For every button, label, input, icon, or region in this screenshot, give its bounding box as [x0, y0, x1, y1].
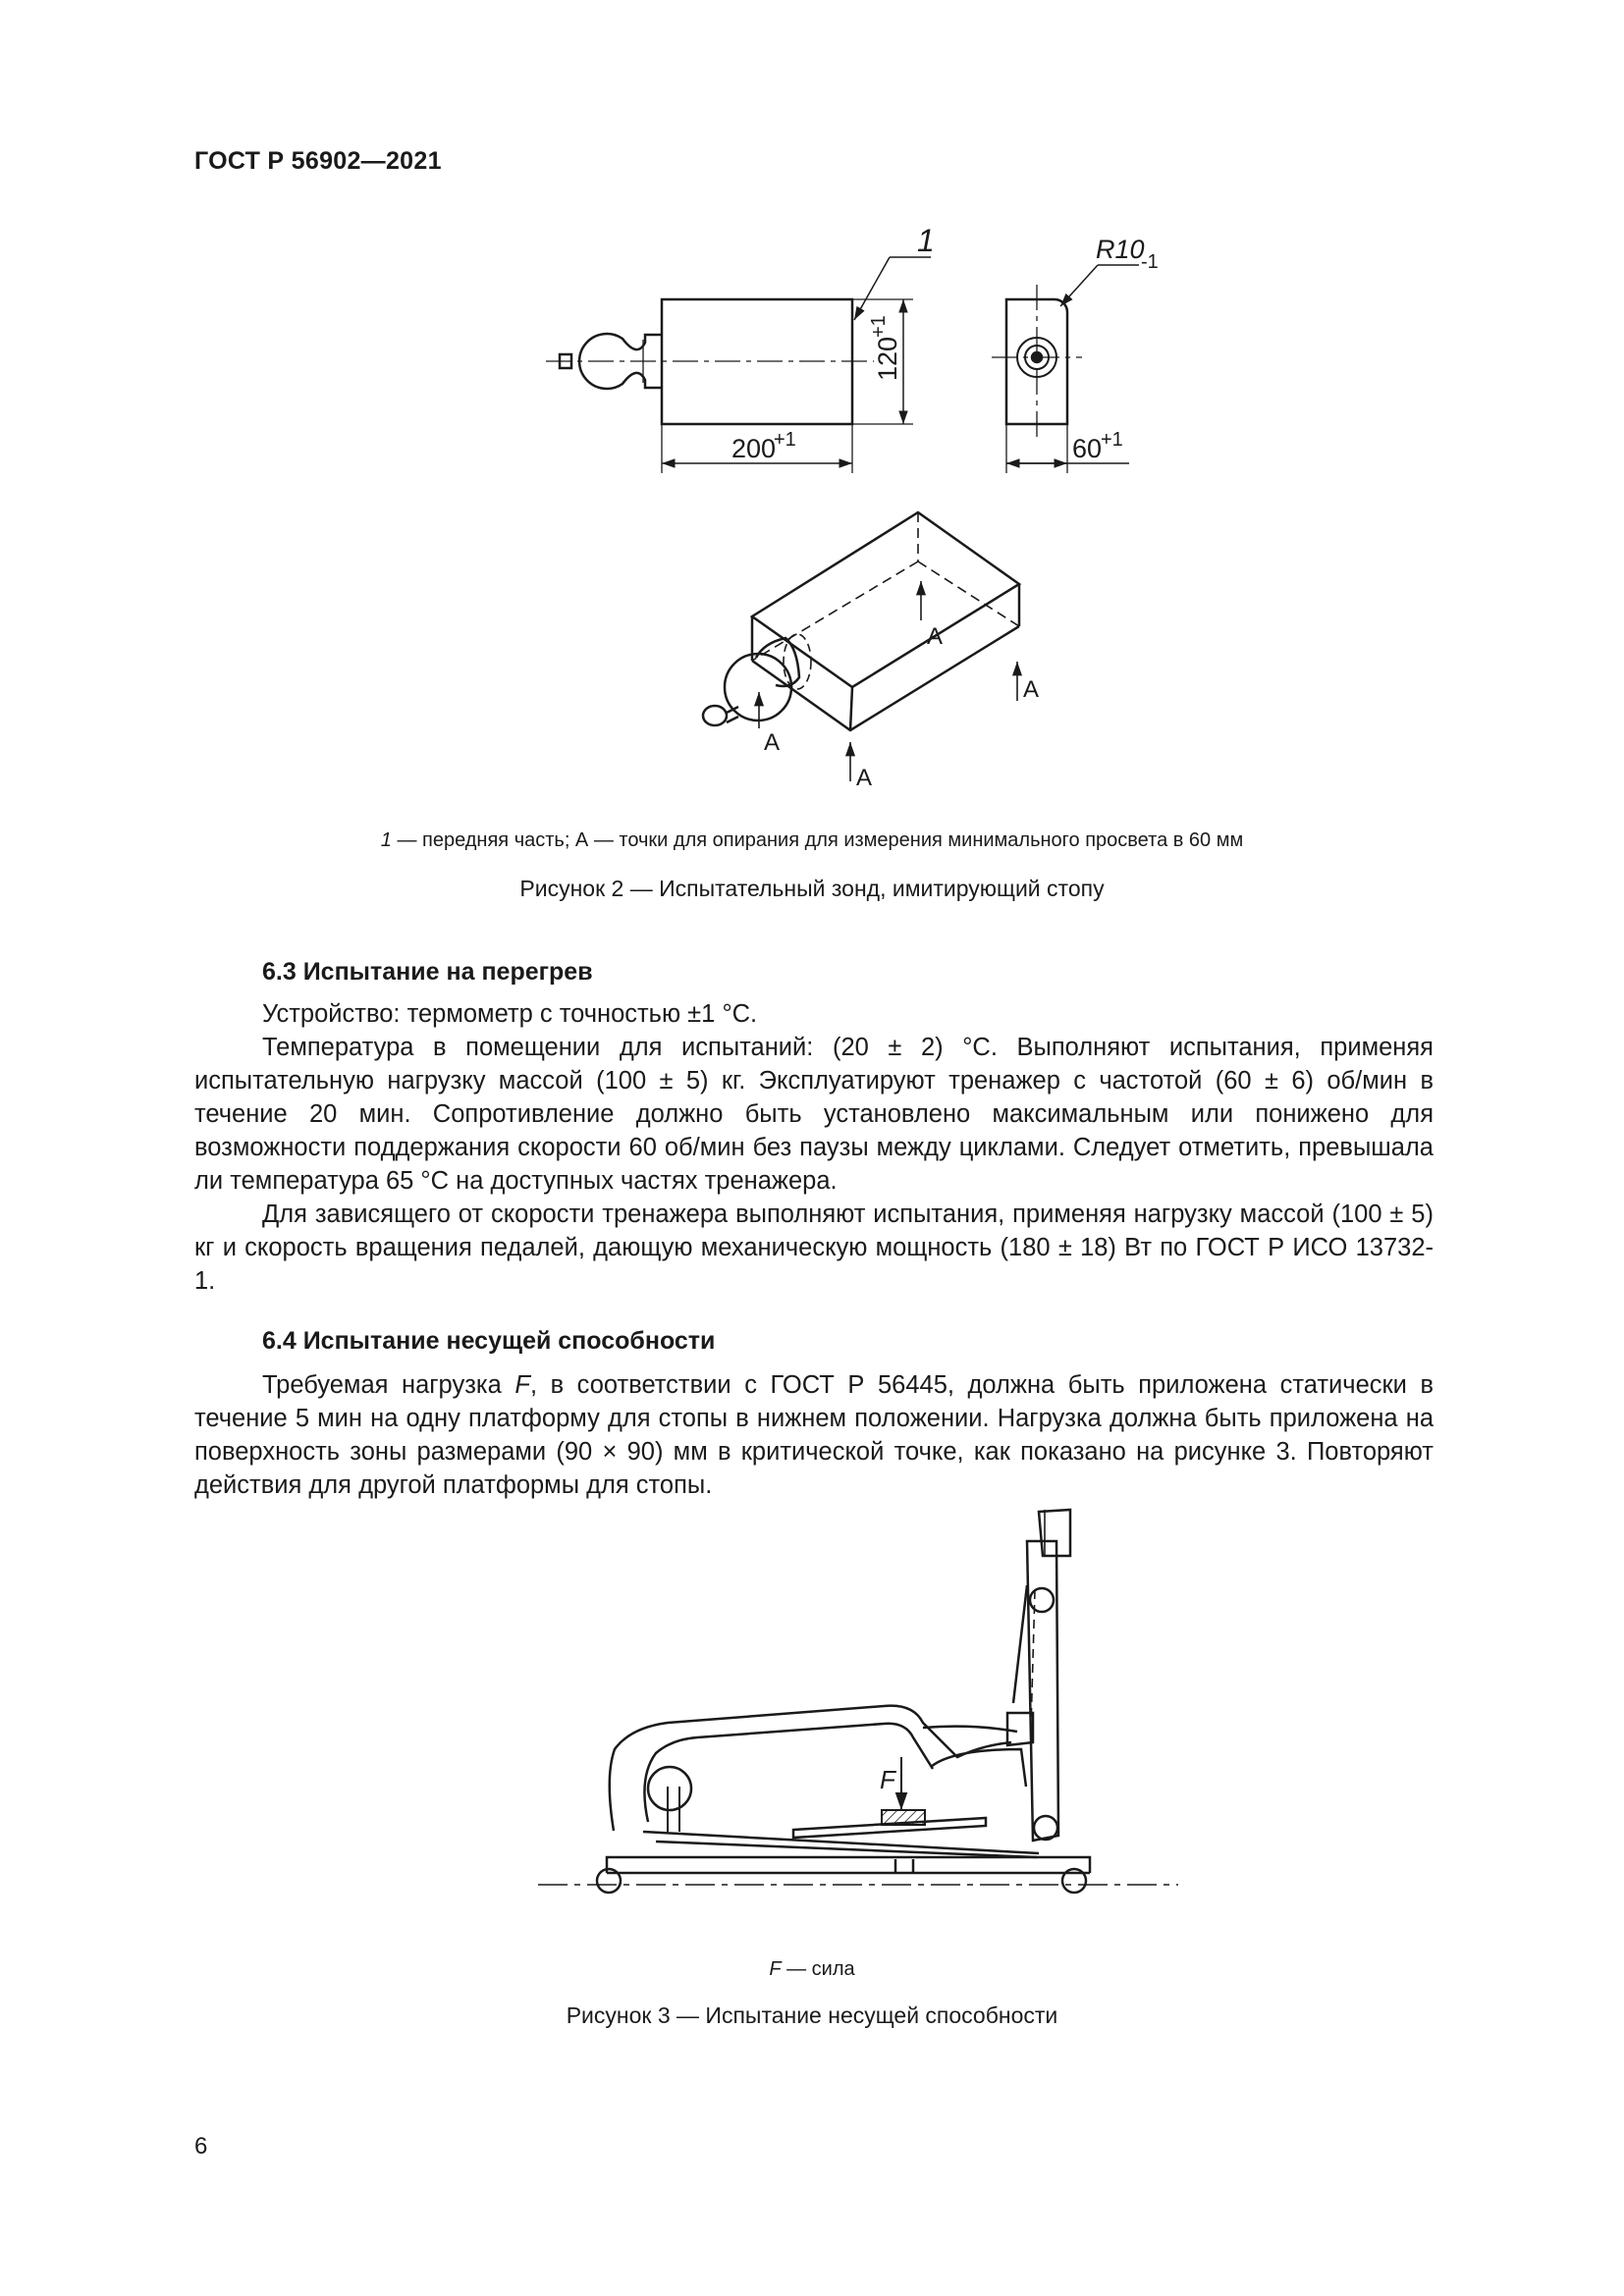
probe-isometric-view [703, 506, 1019, 730]
radius-tolerance: -1 [1141, 251, 1159, 273]
figure-3-caption: Рисунок 3 — Испытание несущей способности [566, 2002, 1058, 2028]
paragraph: Для зависящего от скорости тренажера выполняют испытания, применяя нагрузку массой (100 ± 5) кг и скорость вращения педалей, дающую механическую мощность (180 ± 18) Вт по ГОСТ Р ИСО 13732-1. [194, 1201, 1434, 1295]
flywheel [648, 1767, 691, 1810]
frame-arm [610, 1706, 1011, 1831]
point-a-label: А [927, 623, 944, 650]
legend-text: — передняя часть; А — точки для опирания для измерения минимального просвета в 60 мм [391, 829, 1244, 851]
legend-key: 1 [380, 829, 392, 851]
section-6-3-title: 6.3 Испытание на перегрев [262, 958, 593, 986]
upright-post [1007, 1510, 1070, 1841]
dim-120-tol: +1 [868, 315, 890, 338]
legend-key: F [769, 1958, 782, 1980]
dim-60-label: 60 [1072, 434, 1103, 463]
part-label-1: 1 [917, 226, 935, 258]
paragraph: Требуемая нагрузка F, в соответствии с ГОСТ Р 56445, должна быть приложена статически в течение 5 мин на одну платформу для стопы в нижнем положении. Нагрузка должна быть приложена на поверхность зоны размерами (90 × 90) мм в критической точке, как показано на рисунке 3. Повторяют действия для другой платформы для стопы. [194, 1371, 1435, 1499]
point-a-label: А [1023, 676, 1040, 703]
figure-2-drawing [0, 226, 1624, 815]
figure-2-legend [0, 829, 1624, 852]
figure-3-drawing [0, 1492, 1624, 1904]
point-a-label: А [764, 729, 781, 756]
base-rail [607, 1857, 1090, 1873]
dim-120-label: 120 [873, 336, 902, 381]
paragraph: Устройство: термометр с точностью ±1 °С. [262, 1000, 758, 1028]
dim-60-tol: +1 [1101, 429, 1123, 451]
figure-2-caption: Рисунок 2 — Испытательный зонд, имитирующий стопу [519, 876, 1105, 901]
section-6-3-body [194, 997, 1434, 1298]
legend-text: — сила [781, 1958, 855, 1980]
document-header: ГОСТ Р 56902—2021 [194, 147, 442, 175]
radius-label: R10 [1096, 235, 1145, 264]
force-label: F [880, 1765, 895, 1794]
paragraph: Температура в помещении для испытаний: (20 ± 2) °С. Выполняют испытания, применяя испытательную нагрузку массой (100 ± 5) кг. Эксплуатируют тренажер с частотой (60 ± 6) об/мин в течение 20 мин. Сопротивление должно быть установлено максимальным или понижено для возможности поддержания скорости 60 об/мин без паузы между циклами. Следует отметить, превышала ли температура 65 °С на доступных частях тренажера. [194, 1034, 1434, 1195]
dim-200-label: 200 [731, 434, 777, 463]
section-6-4-body [194, 1368, 1434, 1502]
section-6-4-title: 6.4 Испытание несущей способности [262, 1327, 716, 1355]
dim-200-tol: +1 [774, 429, 796, 451]
load-block [882, 1810, 925, 1825]
page-number: 6 [194, 2133, 208, 2160]
point-a-label: А [856, 765, 873, 791]
figure-3-legend [0, 1958, 1624, 1981]
